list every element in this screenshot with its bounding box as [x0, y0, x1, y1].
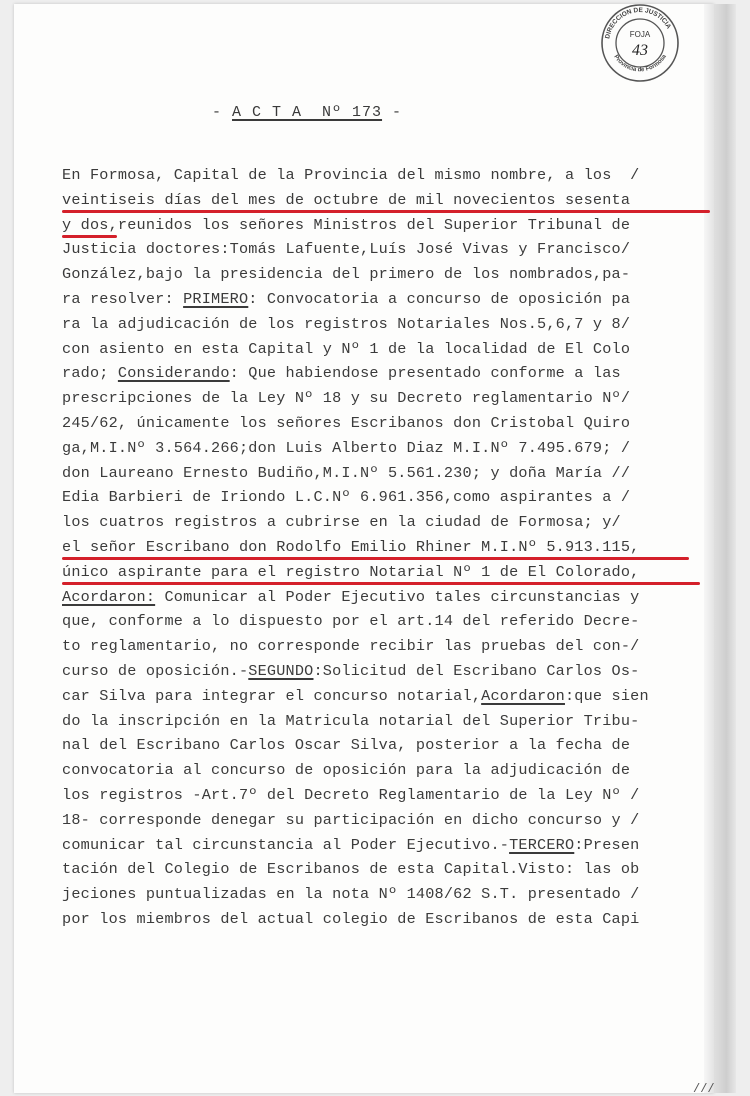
text-line [62, 461, 712, 486]
text-line [62, 262, 712, 287]
text-line [62, 882, 712, 907]
text-segment: ra la adjudicación de los registros Notariales Nos.5,6,7 y 8/ [62, 314, 631, 333]
text-line [62, 337, 712, 362]
text-line [62, 411, 712, 436]
underlined-heading: Acordaron [481, 686, 565, 705]
foja-number: 43 [632, 42, 648, 59]
acta-title: A C T A Nº 173 [232, 104, 383, 121]
text-segment: :Solicitud del Escribano Carlos Os- [313, 661, 640, 680]
text-segment: y dos [62, 215, 109, 234]
text-line [62, 857, 712, 882]
stamp-seal-icon [597, 3, 683, 83]
text-line [62, 386, 712, 411]
text-segment: ra resolver: [62, 289, 184, 308]
svg-text:Provincia de Formosa: Provincia de Formosa [612, 53, 668, 74]
text-segment: veintiseis días del mes de octubre de mil novecientos sesenta [62, 190, 631, 209]
text-line [62, 634, 712, 659]
text-segment: jeciones puntualizadas en la nota Nº 1408/62 S.T. presentado / [62, 885, 640, 904]
document-title [212, 104, 402, 121]
text-segment: : Convocatoria a concurso de oposición pa [248, 289, 631, 308]
text-segment: : Que habiendose presentado conforme a las [229, 364, 621, 383]
text-line [62, 585, 712, 610]
text-line [62, 833, 712, 858]
text-line [62, 287, 712, 312]
text-segment: el señor Escribano don Rodolfo Emilio Rhiner M.I.Nº 5.913.115, [62, 537, 640, 556]
underlined-heading: Considerando [117, 364, 230, 383]
text-segment: 18- corresponde denegar su participación en dicho concurso y / [62, 810, 640, 829]
text-segment: González,bajo la presidencia del primero de los nombrados,pa- [62, 265, 631, 284]
text-segment: los cuatros registros a cubrirse en la ciudad de Formosa; y/ [62, 513, 621, 532]
underlined-heading: PRIMERO [183, 289, 249, 308]
text-segment: por los miembros del actual colegio de Escribanos de esta Capi [62, 909, 640, 928]
text-line [62, 312, 712, 337]
text-line [62, 609, 712, 634]
text-segment: :Presen [574, 835, 640, 854]
text-line [62, 783, 712, 808]
text-segment: tación del Colegio de Escribanos de esta Capital.Visto: las ob [62, 860, 640, 879]
text-line [62, 560, 712, 585]
text-line [62, 808, 712, 833]
title-dash-left: - [212, 104, 233, 121]
text-segment: comunicar tal circunstancia al Poder Ejecutivo.- [62, 835, 510, 854]
text-segment: :que sien [564, 686, 649, 705]
text-line [62, 485, 712, 510]
text-line [62, 213, 712, 238]
text-line [62, 510, 712, 535]
text-segment: don Laureano Ernesto Budiño,M.I.Nº 5.561.230; y doña María // [62, 463, 631, 482]
text-segment: que, conforme a lo dispuesto por el art.14 del referido Decre- [62, 612, 640, 631]
svg-text:DIRECCION DE JUSTICIA: DIRECCION DE JUSTICIA [604, 6, 673, 40]
text-line [62, 907, 712, 932]
foja-stamp [597, 3, 683, 83]
text-segment: los registros -Art.7º del Decreto Reglamentario de la Ley Nº / [62, 785, 640, 804]
continuation-mark: /// [693, 1082, 715, 1096]
text-segment: con asiento en esta Capital y Nº 1 de la localidad de El Colo [62, 339, 631, 358]
document-body [62, 163, 712, 932]
text-line [62, 733, 712, 758]
text-segment: convocatoria al concurso de oposición para la adjudicación de [62, 761, 631, 780]
text-segment: car Silva para integrar el concurso notarial, [62, 686, 482, 705]
text-segment: ga,M.I.Nº 3.564.266;don Luis Alberto Diaz M.I.Nº 7.495.679; / [62, 438, 631, 457]
text-segment: curso de oposición.- [62, 661, 249, 680]
text-segment: único aspirante para el registro Notarial Nº 1 de El Colorado, [62, 562, 640, 581]
text-segment: to reglamentario, no corresponde recibir las pruebas del con-/ [62, 637, 640, 656]
text-line [62, 163, 712, 188]
text-segment: ,reunidos los señores Ministros del Superior Tribunal de [108, 215, 631, 234]
text-segment: do la inscripción en la Matricula notarial del Superior Tribu- [62, 711, 640, 730]
text-line [62, 237, 712, 262]
text-line [62, 535, 712, 560]
text-segment: 245/62, únicamente los señores Escribanos don Cristobal Quiro [62, 413, 631, 432]
text-line [62, 758, 712, 783]
text-line [62, 436, 712, 461]
text-segment: rado; [62, 364, 118, 383]
text-segment: Justicia doctores:Tomás Lafuente,Luís José Vivas y Francisco/ [62, 240, 631, 259]
title-dash-right: - [382, 104, 403, 121]
underlined-heading: TERCERO [509, 835, 575, 854]
text-segment: En Formosa, Capital de la Provincia del mismo nombre, a los / [62, 166, 640, 184]
stamp-label: FOJA [629, 30, 651, 39]
text-line [62, 188, 712, 213]
text-segment: Comunicar al Poder Ejecutivo tales circunstancias y [155, 587, 640, 606]
text-segment: prescripciones de la Ley Nº 18 y su Decreto reglamentario Nº/ [62, 389, 631, 408]
text-line [62, 709, 712, 734]
text-line [62, 684, 712, 709]
text-line [62, 659, 712, 684]
text-line [62, 361, 712, 386]
underlined-heading: Acordaron: [62, 587, 156, 606]
underlined-heading: SEGUNDO [248, 661, 314, 680]
text-segment: Edia Barbieri de Iriondo L.C.Nº 6.961.356,como aspirantes a / [62, 488, 631, 507]
text-segment: nal del Escribano Carlos Oscar Silva, posterior a la fecha de [62, 736, 631, 755]
